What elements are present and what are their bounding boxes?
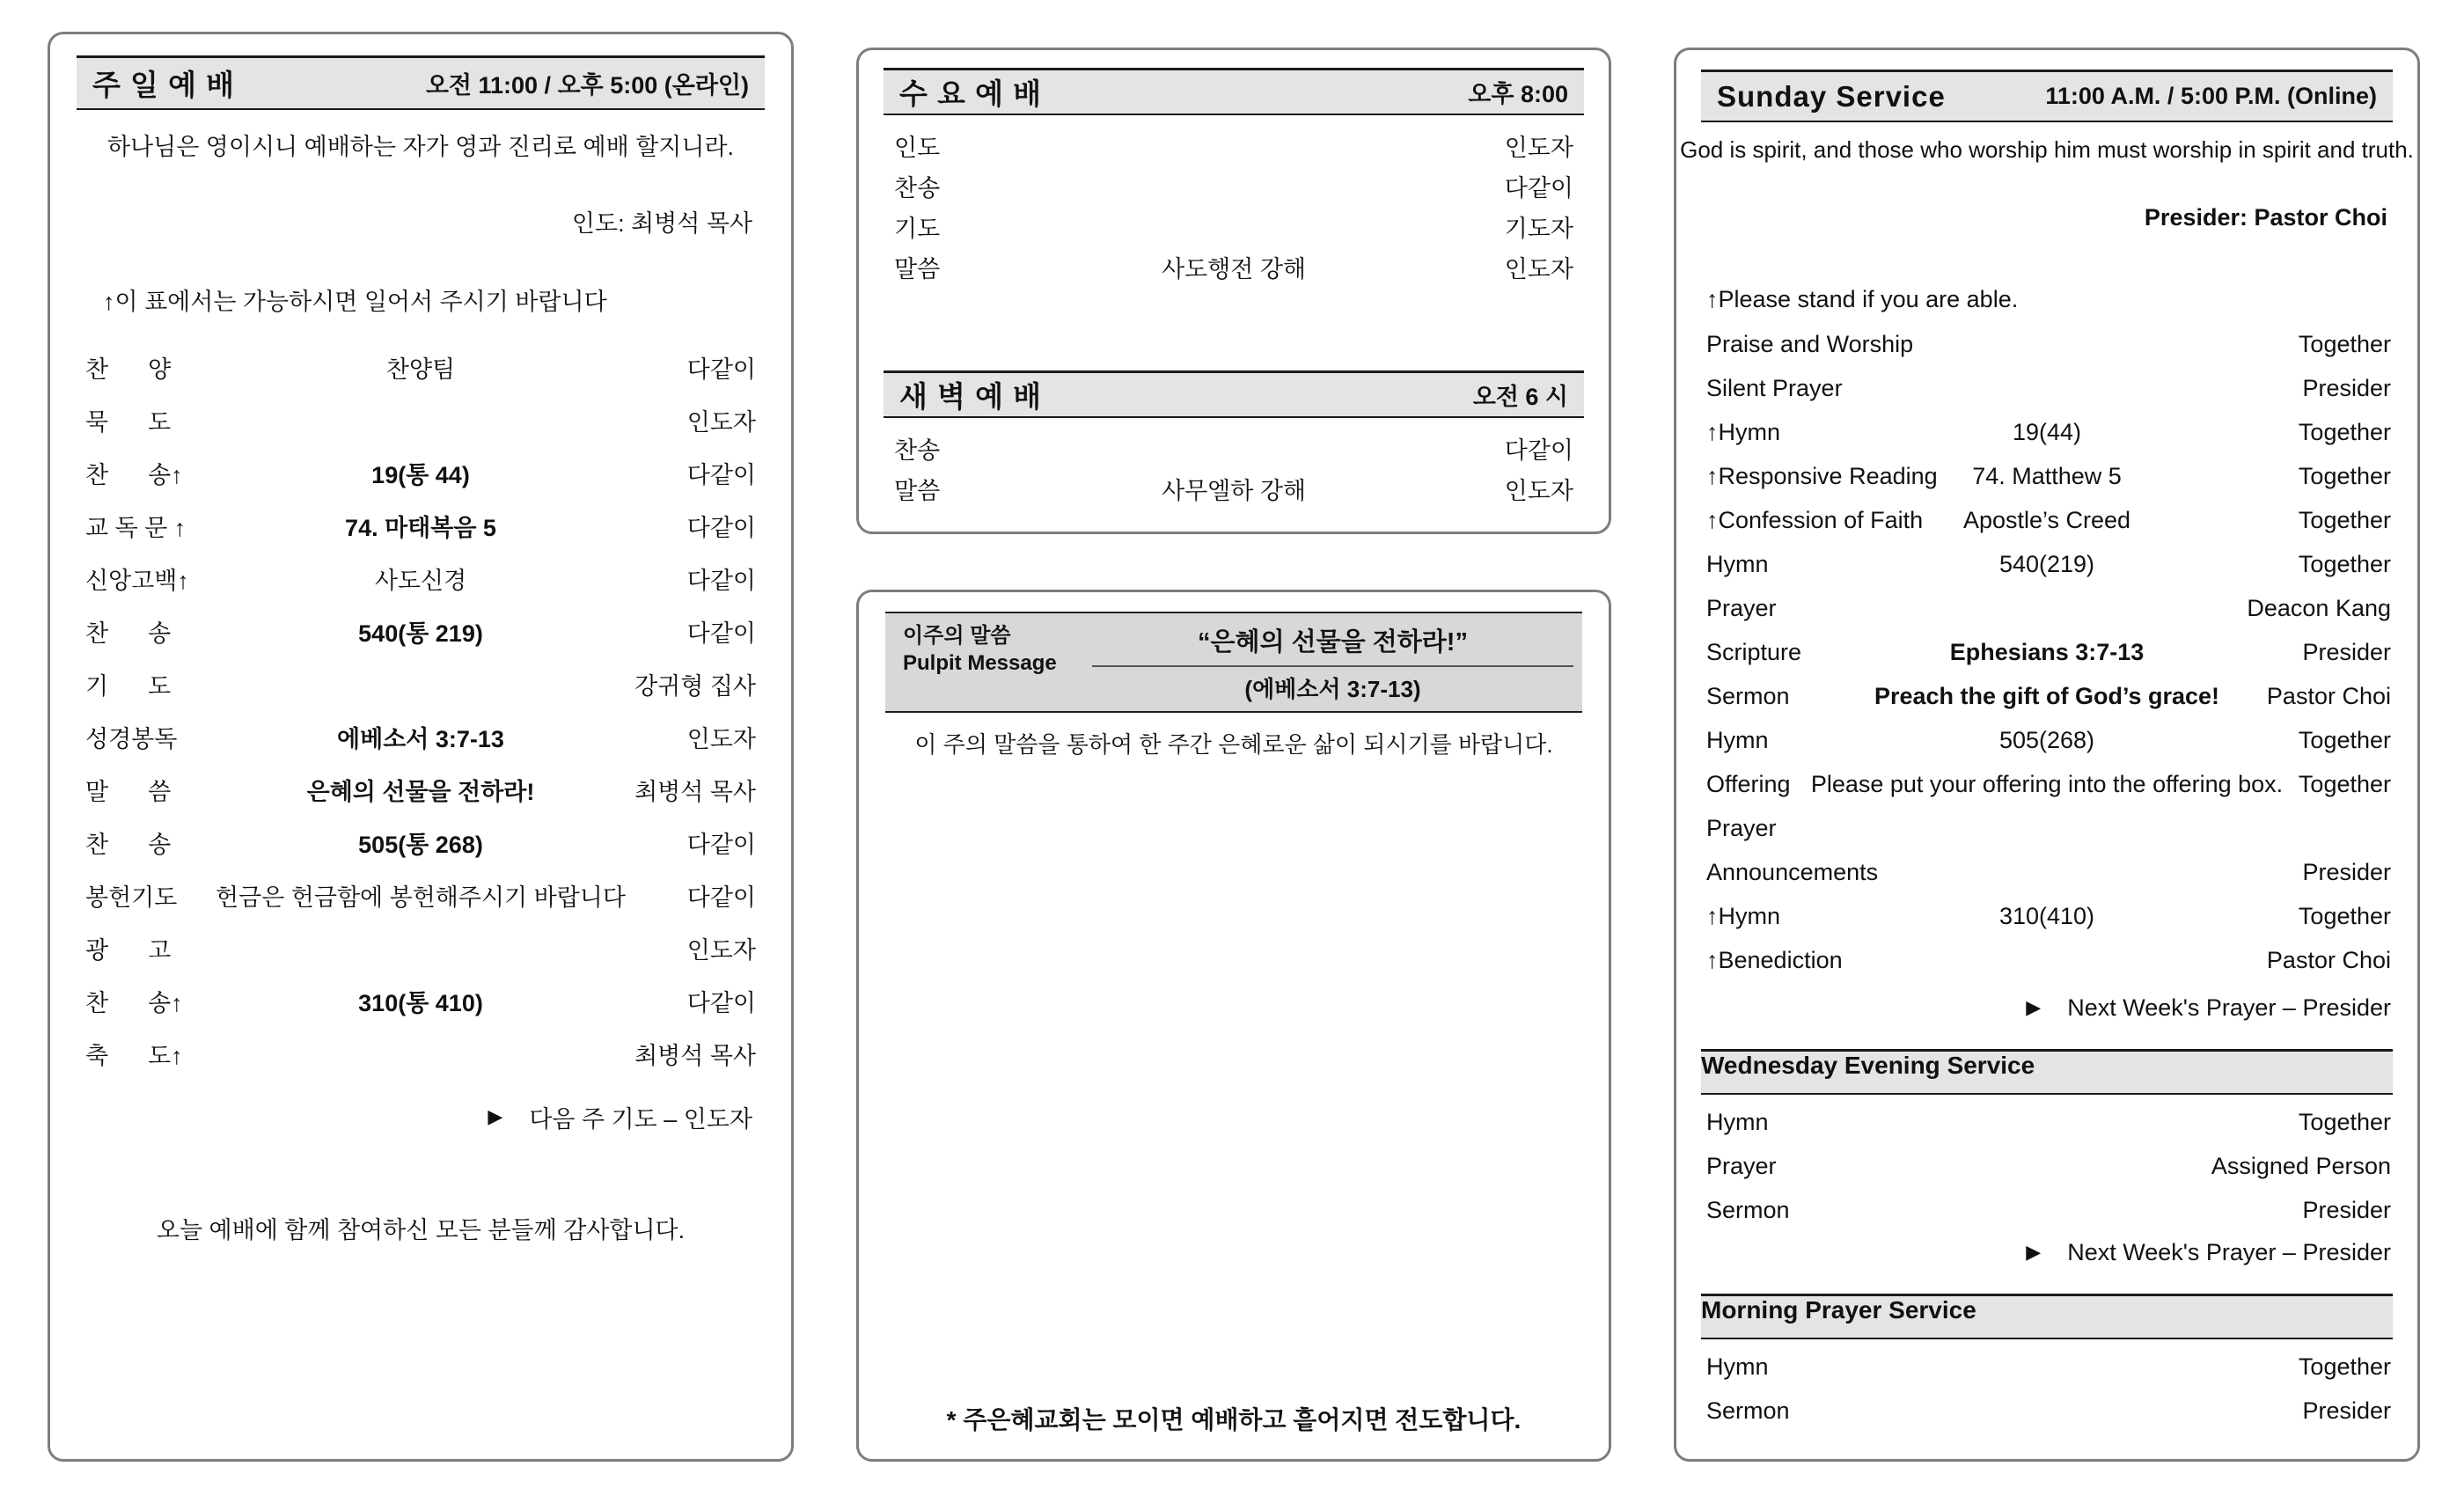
item-leader: 최병석 목사 [634, 1043, 756, 1069]
dawn-order [859, 430, 1609, 511]
item-leader: 다같이 [686, 515, 756, 541]
order-of-worship [50, 343, 791, 1082]
order-row [1676, 806, 2417, 850]
order-row [1676, 850, 2417, 894]
item-leader: 최병석 목사 [634, 779, 756, 805]
item-detail: 19(44) [2012, 419, 2082, 445]
item-detail: 은혜의 선물을 전하라! [306, 779, 535, 805]
item-detail: Apostle’s Creed [1962, 507, 2131, 533]
arrow-icon: ▶ [2026, 1241, 2042, 1263]
order-row [1676, 1100, 2417, 1144]
pulpit-message-header [885, 612, 1582, 713]
service-time: 오후 8:00 [1468, 81, 1568, 107]
item-label: Hymn [1706, 727, 1769, 753]
next-week-prayer-line [50, 1096, 791, 1137]
section-title: Wednesday Evening Service [1701, 1052, 2035, 1079]
item-leader: 다같이 [686, 462, 756, 488]
wednesday-header [884, 68, 1584, 115]
order-row [50, 713, 791, 766]
wednesday-evening-order [1676, 1100, 2417, 1232]
item-label: Sermon [1706, 683, 1790, 709]
item-leader: Pastor Choi [2266, 947, 2391, 973]
item-label: 찬 송↑ [85, 462, 183, 488]
item-leader: Together [2298, 903, 2391, 929]
item-leader: 인도자 [1504, 256, 1573, 282]
order-row [1676, 718, 2417, 762]
presider-line: 인도: 최병석 목사 [571, 210, 752, 237]
morning-prayer-header [1701, 1294, 2393, 1339]
item-label: 말 씀 [85, 779, 172, 805]
order-row [1676, 674, 2417, 718]
pulpit-blessing: 이 주의 말씀을 통하여 한 주간 은혜로운 삶이 되시기를 바랍니다. [914, 731, 1553, 758]
item-leader: Presider [2302, 1197, 2391, 1223]
item-label: 봉헌기도 [85, 884, 178, 911]
item-leader: Presider [2302, 639, 2391, 665]
order-row [50, 766, 791, 818]
item-leader: 다같이 [686, 620, 756, 647]
order-row [50, 660, 791, 713]
item-leader: Together [2298, 771, 2391, 797]
order-row [1676, 410, 2417, 454]
item-leader: Together [2298, 331, 2391, 357]
stand-note: ↑이 표에서는 가능하시면 일어서 주시기 바랍니다 [103, 289, 607, 315]
order-row [1676, 1188, 2417, 1232]
next-week-text: Next Week's Prayer – Presider [2067, 1238, 2391, 1265]
item-detail: Please put your offering into the offering box. [1810, 771, 2284, 797]
order-row [1676, 1345, 2417, 1389]
item-detail: 헌금은 헌금함에 봉헌해주시기 바랍니다 [216, 884, 626, 911]
sermon-scripture-ref: (에베소서 3:7-13) [1244, 676, 1421, 702]
morning-prayer-order [1676, 1345, 2417, 1433]
panel-title: 주 일 예 배 [92, 69, 236, 101]
item-label: Announcements [1706, 859, 1879, 885]
item-leader: 인도자 [1504, 478, 1573, 504]
item-detail: 505(통 268) [358, 832, 483, 858]
item-label: Praise and Worship [1706, 331, 1914, 357]
item-label: ↑Hymn [1706, 903, 1781, 929]
presider-line: Presider: Pastor Choi [2144, 204, 2387, 231]
item-detail: 540(219) [1998, 551, 2095, 577]
pulpit-label-english: Pulpit Message [903, 651, 1057, 675]
section-title: Morning Prayer Service [1701, 1296, 1976, 1324]
item-label: Sermon [1706, 1197, 1790, 1223]
item-leader: 기도자 [1504, 216, 1573, 242]
item-leader: Deacon Kang [2247, 595, 2391, 621]
item-detail: 에베소서 3:7-13 [337, 726, 504, 752]
item-leader: 다같이 [686, 832, 756, 858]
order-row [50, 1030, 791, 1082]
item-detail: 540(통 219) [358, 620, 483, 647]
pulpit-message-panel [856, 590, 1611, 1462]
next-week-prayer-line [1676, 987, 2417, 1028]
order-row [50, 502, 791, 554]
item-leader: Presider [2302, 1397, 2391, 1424]
item-leader: 인도자 [686, 937, 756, 964]
order-row [1676, 586, 2417, 630]
order-row [50, 554, 791, 607]
item-label: 찬 송↑ [85, 990, 183, 1016]
item-label: ↑Responsive Reading [1706, 463, 1938, 489]
item-label: 말씀 [894, 478, 941, 504]
item-label: Prayer [1706, 815, 1777, 841]
sermon-title-quote: “은혜의 선물을 전하라!” [1092, 622, 1573, 667]
scripture-verse: 하나님은 영이시니 예배하는 자가 영과 진리로 예배 할지니라. [106, 134, 735, 160]
item-label: 기 도 [85, 673, 172, 700]
order-row [1676, 322, 2417, 366]
korean-sunday-header [77, 55, 765, 110]
item-label: ↑Hymn [1706, 419, 1781, 445]
item-label: Prayer [1706, 595, 1777, 621]
item-detail: 찬양팀 [385, 356, 456, 383]
wednesday-order [859, 128, 1609, 290]
item-detail: 사무엘하 강해 [1162, 478, 1306, 504]
item-leader: Pastor Choi [2266, 683, 2391, 709]
item-detail: 사도행전 강해 [1162, 256, 1306, 282]
item-label: 기도 [894, 216, 941, 242]
item-leader: 다같이 [686, 568, 756, 594]
panel-title: 새 벽 예 배 [899, 380, 1043, 413]
item-detail: 310(통 410) [358, 990, 483, 1016]
item-leader: 다같이 [1504, 175, 1573, 202]
item-detail: 19(통 44) [371, 462, 470, 488]
item-leader: 인도자 [686, 726, 756, 752]
order-row [50, 977, 791, 1030]
service-times: 11:00 A.M. / 5:00 P.M. (Online) [2045, 83, 2377, 109]
scripture-verse: God is spirit, and those who worship him must worship in spirit and truth. [1680, 136, 2414, 163]
order-row [1676, 1144, 2417, 1188]
item-label: Offering [1706, 771, 1791, 797]
order-row [1676, 542, 2417, 586]
item-leader: Together [2298, 551, 2391, 577]
order-row [50, 396, 791, 449]
item-detail: 74. Matthew 5 [1972, 463, 2122, 489]
item-label: 축 도↑ [85, 1043, 183, 1069]
item-leader: Together [2298, 1353, 2391, 1380]
order-row [50, 871, 791, 924]
item-leader: 다같이 [686, 990, 756, 1016]
item-label: Sermon [1706, 1397, 1790, 1424]
wednesday-dawn-panel [856, 48, 1611, 534]
item-leader: Together [2298, 463, 2391, 489]
item-label: 신앙고백↑ [85, 568, 189, 594]
order-row [859, 209, 1609, 249]
item-detail: Ephesians 3:7-13 [1949, 639, 2145, 665]
item-label: Hymn [1706, 551, 1769, 577]
order-row [50, 818, 791, 871]
wednesday-evening-header [1701, 1049, 2393, 1095]
order-row [859, 128, 1609, 168]
item-label: Hymn [1706, 1109, 1769, 1135]
order-row [1676, 894, 2417, 938]
item-label: Hymn [1706, 1353, 1769, 1380]
service-times: 오전 11:00 / 오후 5:00 (온라인) [425, 72, 749, 99]
item-label: 찬 송 [85, 620, 172, 647]
order-row [50, 924, 791, 977]
item-label: Silent Prayer [1706, 375, 1843, 401]
order-row [859, 471, 1609, 511]
order-row [859, 249, 1609, 290]
item-label: 묵 도 [85, 409, 172, 436]
panel-title: 수 요 예 배 [899, 77, 1043, 110]
english-sunday-service-panel [1674, 48, 2420, 1462]
item-detail: 505(268) [1998, 727, 2095, 753]
order-row [1676, 498, 2417, 542]
item-label: ↑Confession of Faith [1706, 507, 1924, 533]
item-leader: Together [2298, 507, 2391, 533]
service-time: 오전 6 시 [1472, 384, 1568, 410]
arrow-icon: ▶ [488, 1105, 503, 1127]
item-detail: 74. 마태복음 5 [345, 515, 496, 541]
church-slogan: * 주은혜교회는 모이면 예배하고 흩어지면 전도합니다. [946, 1406, 1522, 1434]
item-leader: Together [2298, 727, 2391, 753]
item-label: 인도 [894, 135, 941, 161]
order-row [1676, 366, 2417, 410]
next-week-text: Next Week's Prayer – Presider [2067, 994, 2391, 1021]
thanks-note: 오늘 예배에 함께 참여하신 모든 분들께 감사합니다. [156, 1217, 686, 1243]
item-detail: Preach the gift of God’s grace! [1874, 683, 2220, 709]
arrow-icon: ▶ [2026, 996, 2042, 1018]
order-row [1676, 1389, 2417, 1433]
item-label: 성경봉독 [85, 726, 178, 752]
item-leader: Presider [2302, 859, 2391, 885]
item-label: 교 독 문 ↑ [85, 515, 187, 541]
pulpit-title-block [1092, 622, 1582, 704]
item-label: Scripture [1706, 639, 1802, 665]
order-row [1676, 938, 2417, 982]
item-label: ↑Benediction [1706, 947, 1843, 973]
panel-title: Sunday Service [1717, 79, 1946, 113]
item-leader: 다같이 [1504, 437, 1573, 464]
item-leader: 다같이 [686, 356, 756, 383]
item-leader: Assigned Person [2211, 1153, 2391, 1179]
order-row [1676, 762, 2417, 806]
korean-sunday-service-panel [48, 32, 794, 1462]
dawn-header [884, 370, 1584, 418]
item-detail: 사도신경 [374, 568, 467, 594]
item-leader: Together [2298, 1109, 2391, 1135]
item-label: 찬송 [894, 437, 941, 464]
item-label: 찬 양 [85, 356, 172, 383]
order-of-worship [1676, 322, 2417, 982]
order-row [50, 607, 791, 660]
item-label: Prayer [1706, 1153, 1777, 1179]
item-label: 찬 송 [85, 832, 172, 858]
item-leader: Together [2298, 419, 2391, 445]
item-detail: 310(410) [1998, 903, 2095, 929]
item-leader: 다같이 [686, 884, 756, 911]
next-week-prayer-line [1676, 1232, 2417, 1272]
english-sunday-header [1701, 70, 2393, 122]
item-leader: Presider [2302, 375, 2391, 401]
order-row [1676, 630, 2417, 674]
item-label: 광 고 [85, 937, 172, 964]
item-leader: 강귀형 집사 [634, 673, 756, 700]
order-row [50, 343, 791, 396]
order-row [50, 449, 791, 502]
item-leader: 인도자 [1504, 135, 1573, 161]
order-row [1676, 454, 2417, 498]
order-row [859, 430, 1609, 471]
item-label: 찬송 [894, 175, 941, 202]
pulpit-label-korean: 이주의 말씀 [903, 624, 1011, 648]
item-label: 말씀 [894, 256, 941, 282]
pulpit-label-block [885, 622, 1092, 704]
next-week-text: 다음 주 기도 – 인도자 [529, 1105, 752, 1133]
order-row [859, 168, 1609, 209]
item-leader: 인도자 [686, 409, 756, 436]
stand-note: ↑Please stand if you are able. [1706, 286, 2019, 312]
